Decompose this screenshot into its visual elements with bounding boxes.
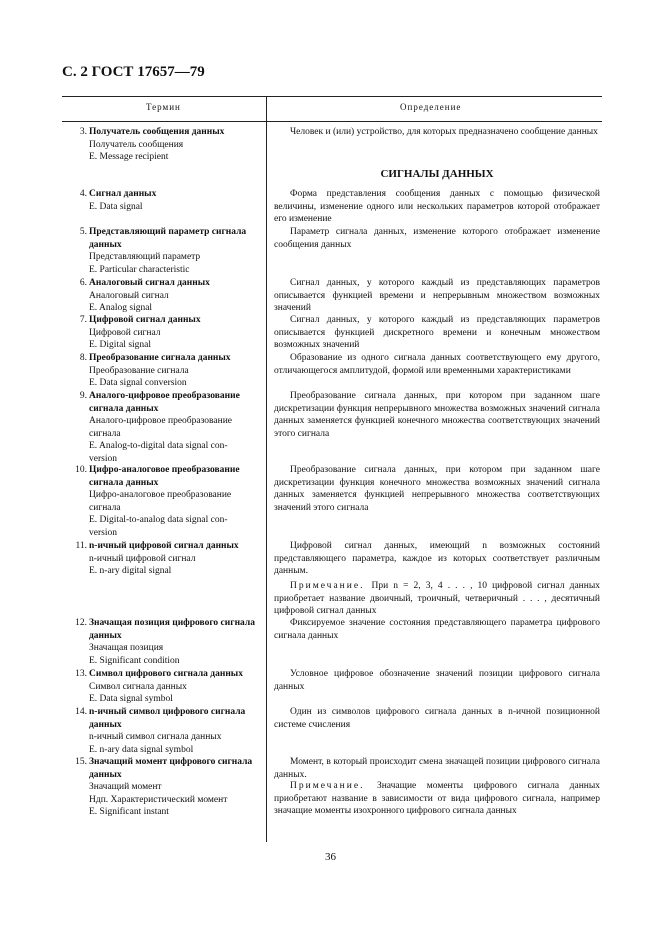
term-name: сигнала данных	[89, 477, 159, 488]
term-name: Аналого-цифровое преобразование	[89, 391, 240, 401]
term-name: Значащий момент цифрового сигнала	[89, 757, 253, 767]
term-name: Представляющий параметр сигнала	[89, 227, 247, 237]
term-synonym: E. Analog signal	[89, 303, 153, 314]
term-cell	[62, 314, 260, 352]
definition-text: Человек и (или) устройство, для которых предназначено сообщение данных	[290, 127, 598, 137]
column-header-term: Термин	[146, 102, 181, 112]
definition-text: Преобразование сигнала данных, при котором при заданном шаге дискретизации функция непрерывного множества возможных значений сигнала данных заменяется функцией конечного множества соответствующих значений этого сигнала	[274, 391, 600, 439]
term-synonym: Преобразование сигнала	[89, 365, 189, 376]
term-synonym: Аналоговый сигнал	[89, 290, 169, 301]
column-divider	[266, 96, 267, 842]
term-cell	[62, 352, 260, 390]
term-synonym: E. Digital signal	[89, 340, 152, 351]
term-synonym: Значащая позиция	[89, 643, 164, 654]
term-number: 5.	[79, 227, 87, 237]
term-synonym: Цифровой сигнал	[89, 327, 161, 338]
definition-text: Форма представления сообщения данных с помощью физической величины, изменение одного или нескольких параметров которой отображает его изменение	[274, 189, 600, 225]
term-number: 15.	[75, 757, 87, 767]
term-synonym: E. Message recipient	[89, 152, 169, 163]
term-number: 14.	[75, 707, 87, 717]
term-synonym: E. Significant instant	[89, 807, 169, 818]
term-synonym: Символ сигнала данных	[89, 681, 187, 692]
term-number: 13.	[75, 669, 87, 679]
term-synonym: version	[89, 527, 117, 538]
term-synonym: E. Digital-to-analog data signal con-	[89, 515, 228, 526]
definition-note: Примечание. При n = 2, 3, 4 . . . , 10 цифровой сигнал данных приобретает название двоичный, троичный, четверичный . . . , десятичный цифровой сигнал данных	[274, 581, 600, 617]
term-synonym: n-ичный цифровой сигнал	[89, 553, 196, 564]
definition-text: Параметр сигнала данных, изменение которого отображает изменение сообщения данных	[274, 227, 600, 250]
term-synonym: Значащий момент	[89, 782, 162, 793]
term-name: данных	[89, 719, 122, 730]
page-number: 36	[325, 851, 336, 863]
definition-text: Момент, в который происходит смена значащей позиции цифрового сигнала данных.	[274, 757, 600, 780]
definition-text: Сигнал данных, у которого каждый из представляющих параметров описывается функцией дискретного времени и конечным множеством возможных значений	[274, 315, 600, 351]
term-number: 11.	[75, 541, 87, 551]
term-name: Цифровой сигнал данных	[89, 315, 201, 325]
term-name: Цифро-аналоговое преобразование	[89, 465, 240, 475]
term-number: 3.	[79, 127, 87, 137]
term-synonym: Цифро-аналоговое преобразование	[89, 490, 232, 501]
term-synonym: version	[89, 453, 117, 464]
note-label: Примечание.	[290, 781, 377, 791]
term-name: Символ цифрового сигнала данных	[89, 669, 243, 679]
term-synonym: Аналого-цифровое преобразование	[89, 416, 233, 427]
term-synonym: E. n-ary data signal symbol	[89, 744, 194, 755]
definition-text: Один из символов цифрового сигнала данных в n-ичной позиционной системе счисления	[274, 707, 600, 730]
definition-text: Цифровой сигнал данных, имеющий n возможных состояний представляющего параметра, каждое из которых соответствует различным данным.	[274, 541, 600, 577]
definition-text: Образование из одного сигнала данных соответствующего ему другого, отличающегося амплитудой, формой или временными характеристиками	[274, 353, 600, 376]
term-synonym: E. Particular characteristic	[89, 264, 190, 275]
term-cell	[62, 126, 260, 164]
term-name: Сигнал данных	[89, 189, 157, 199]
note-label: Примечание.	[290, 581, 372, 591]
term-name: данных	[89, 630, 122, 641]
term-cell	[62, 226, 260, 276]
page-title: С. 2 ГОСТ 17657—79	[62, 64, 205, 80]
section-title: СИГНАЛЫ ДАННЫХ	[380, 168, 494, 180]
term-synonym: сигнала	[89, 428, 121, 439]
term-name: n-ичный символ цифрового сигнала	[89, 707, 246, 717]
term-name: данных	[89, 769, 122, 780]
term-cell	[62, 188, 260, 213]
term-synonym: E. Analog-to-digital data signal con-	[89, 441, 228, 452]
term-synonym: Представляющий параметр	[89, 252, 201, 263]
term-name: n-ичный цифровой сигнал данных	[89, 541, 239, 551]
term-number: 4.	[79, 189, 87, 199]
term-number: 6.	[79, 278, 87, 288]
term-synonym: Получатель сообщения	[89, 139, 184, 150]
definition-text: Условное цифровое обозначение значений позиции цифрового сигнала данных	[274, 669, 600, 692]
term-synonym: E. Data signal	[89, 201, 143, 212]
term-synonym: E. n-ary digital signal	[89, 566, 172, 577]
term-cell	[62, 617, 260, 667]
term-synonym: сигнала	[89, 502, 121, 513]
table-header	[62, 96, 602, 122]
term-name: Значащая позиция цифрового сигнала	[89, 618, 255, 628]
term-cell	[62, 464, 260, 540]
term-number: 10.	[75, 465, 87, 475]
definition-text: Сигнал данных, у которого каждый из представляющих параметров описывается функцией времени и непрерывным множеством возможных значений	[274, 278, 600, 314]
term-number: 9.	[79, 391, 87, 401]
term-name: Аналоговый сигнал данных	[89, 278, 210, 288]
term-cell	[62, 277, 260, 315]
definition-note: Примечание. Значащие моменты цифрового сигнала данных приобретают название в зависимости от вида цифрового сигнала, например значащие моменты изохронного цифрового сигнала данных	[274, 781, 600, 817]
term-number: 7.	[79, 315, 87, 325]
definition-text: Фиксируемое значение состояния представляющего параметра цифрового сигнала данных	[274, 618, 600, 641]
term-synonym: E. Significant condition	[89, 655, 180, 666]
term-name: данных	[89, 239, 122, 250]
term-number: 12.	[75, 618, 87, 628]
term-synonym: Ндп. Характеристический момент	[89, 794, 228, 805]
term-number: 8.	[79, 353, 87, 363]
column-header-definition: Определение	[400, 102, 462, 112]
term-cell	[62, 668, 260, 706]
term-name: Преобразование сигнала данных	[89, 353, 231, 363]
term-cell	[62, 390, 260, 466]
term-cell	[62, 756, 260, 819]
term-synonym: E. Data signal symbol	[89, 694, 173, 705]
term-name: Получатель сообщения данных	[89, 127, 225, 137]
term-synonym: n-ичный символ сигнала данных	[89, 732, 222, 743]
definition-text: Преобразование сигнала данных, при котором при заданном шаге дискретизации функция конечного множества возможных значений сигнала данных заменяется функцией непрерывного множества соответствующих значений этого сигнала	[274, 465, 600, 513]
term-name: сигнала данных	[89, 403, 159, 414]
term-synonym: E. Data signal conversion	[89, 378, 187, 389]
term-cell	[62, 706, 260, 756]
term-cell	[62, 540, 260, 578]
